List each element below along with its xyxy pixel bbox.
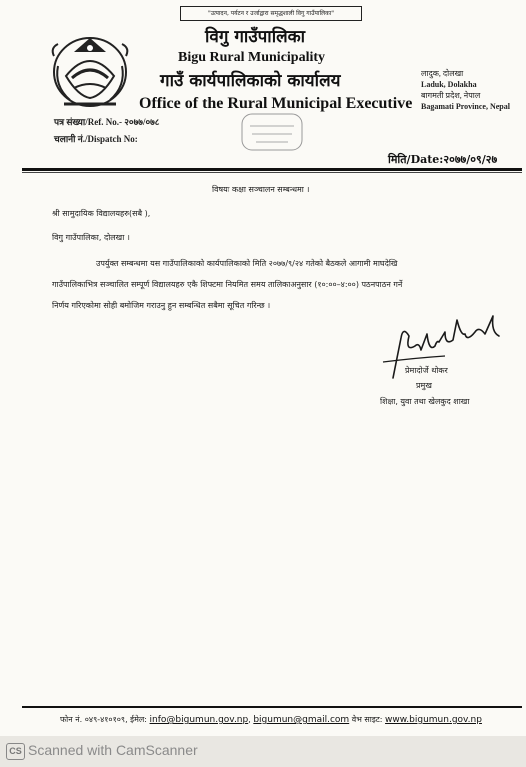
letter-subject: विषयः कक्षा सञ्चालन सम्बन्धमा ।: [212, 185, 310, 194]
footer-separator: ,: [248, 715, 251, 724]
body-line-3: निर्णय गरिएकोमा सोही बमोजिम गराउनु हुन सम्बन्धित सबैमा सूचित गरिन्छ ।: [52, 301, 271, 310]
letter-date: [388, 152, 497, 167]
signer-title: प्रमुख: [416, 381, 432, 390]
footer-contact: [60, 714, 482, 725]
signer-name: प्रेमादोर्जे थोकर: [405, 366, 448, 375]
dispatch-label: चलानी नं./Dispatch No:: [54, 134, 138, 144]
camscanner-text: Scanned with CamScanner: [28, 742, 198, 758]
dispatch-number: [54, 132, 138, 145]
address-np-line: लादुक, दोलखा: [421, 69, 464, 78]
ref-value: २०७७/०७८: [124, 117, 160, 127]
footer-email-2[interactable]: bigumun@gmail.com: [253, 715, 350, 725]
recipient-line-1: श्री सामुदायिक विद्यालयहरु(सबै ),: [52, 209, 151, 218]
municipality-name-en: Bigu Rural Municipality: [178, 50, 326, 65]
signer-department: शिक्षा, युवा तथा खेलकुद शाखा: [380, 397, 470, 406]
body-line-2: गाउँपालिकाभित्र सञ्चालित सम्पूर्ण विद्यालयहरु एकै शिफ्टमा नियमित समय तालिकाअनुसार (१०:००–४:००) पठनपाठन गर्ने: [52, 280, 403, 289]
header-divider-thin: [22, 172, 522, 173]
office-name-en: Office of the Rural Municipal Executive: [139, 95, 413, 112]
nepal-emblem-icon: [44, 26, 136, 112]
date-label: मिति/Date:: [388, 153, 444, 166]
date-value: २०७७/०९/२७: [443, 153, 498, 166]
recipient-line-2: विगु गाउँपालिका, दोलखा ।: [52, 233, 130, 242]
ref-number: [54, 115, 159, 128]
footer-website[interactable]: www.bigumun.gov.np: [385, 715, 482, 725]
footer-divider: [22, 706, 522, 708]
ref-label: पत्र संख्या/Ref. No.-: [54, 117, 122, 127]
office-name-np: गाउँ कार्यपालिकाको कार्यालय: [160, 71, 341, 91]
address-en-line-2: Bagamati Province, Nepal: [421, 102, 510, 111]
footer-phone: फोन नं. ०४९-४१०१०९, ईमेल:: [60, 715, 147, 724]
camscanner-logo-icon: CS: [6, 743, 25, 760]
body-line-1: उपर्युक्त सम्बन्धमा यस गाउँपालिकाको कार्यपालिकाको मिति २०७७/९/२४ गतेको बैठकले आगामी माघदेखि: [96, 259, 398, 268]
office-address: [421, 68, 510, 112]
address-en-line: Laduk, Dolakha: [421, 80, 477, 89]
header-divider: [22, 168, 522, 171]
footer-website-label: वेभ साइट:: [351, 715, 383, 724]
footer-email-1[interactable]: info@bigumun.gov.np: [149, 715, 249, 725]
motto-box: "उत्पादन, पर्यटन र उर्जाद्वारा समृद्धशाली विगु गाउँपालिका": [180, 6, 362, 21]
camscanner-watermark: [0, 736, 526, 767]
municipality-name-np: विगु गाउँपालिका: [205, 27, 306, 47]
office-stamp-icon: [240, 110, 304, 154]
address-np-line-2: बागमती प्रदेश, नेपाल: [421, 91, 481, 100]
